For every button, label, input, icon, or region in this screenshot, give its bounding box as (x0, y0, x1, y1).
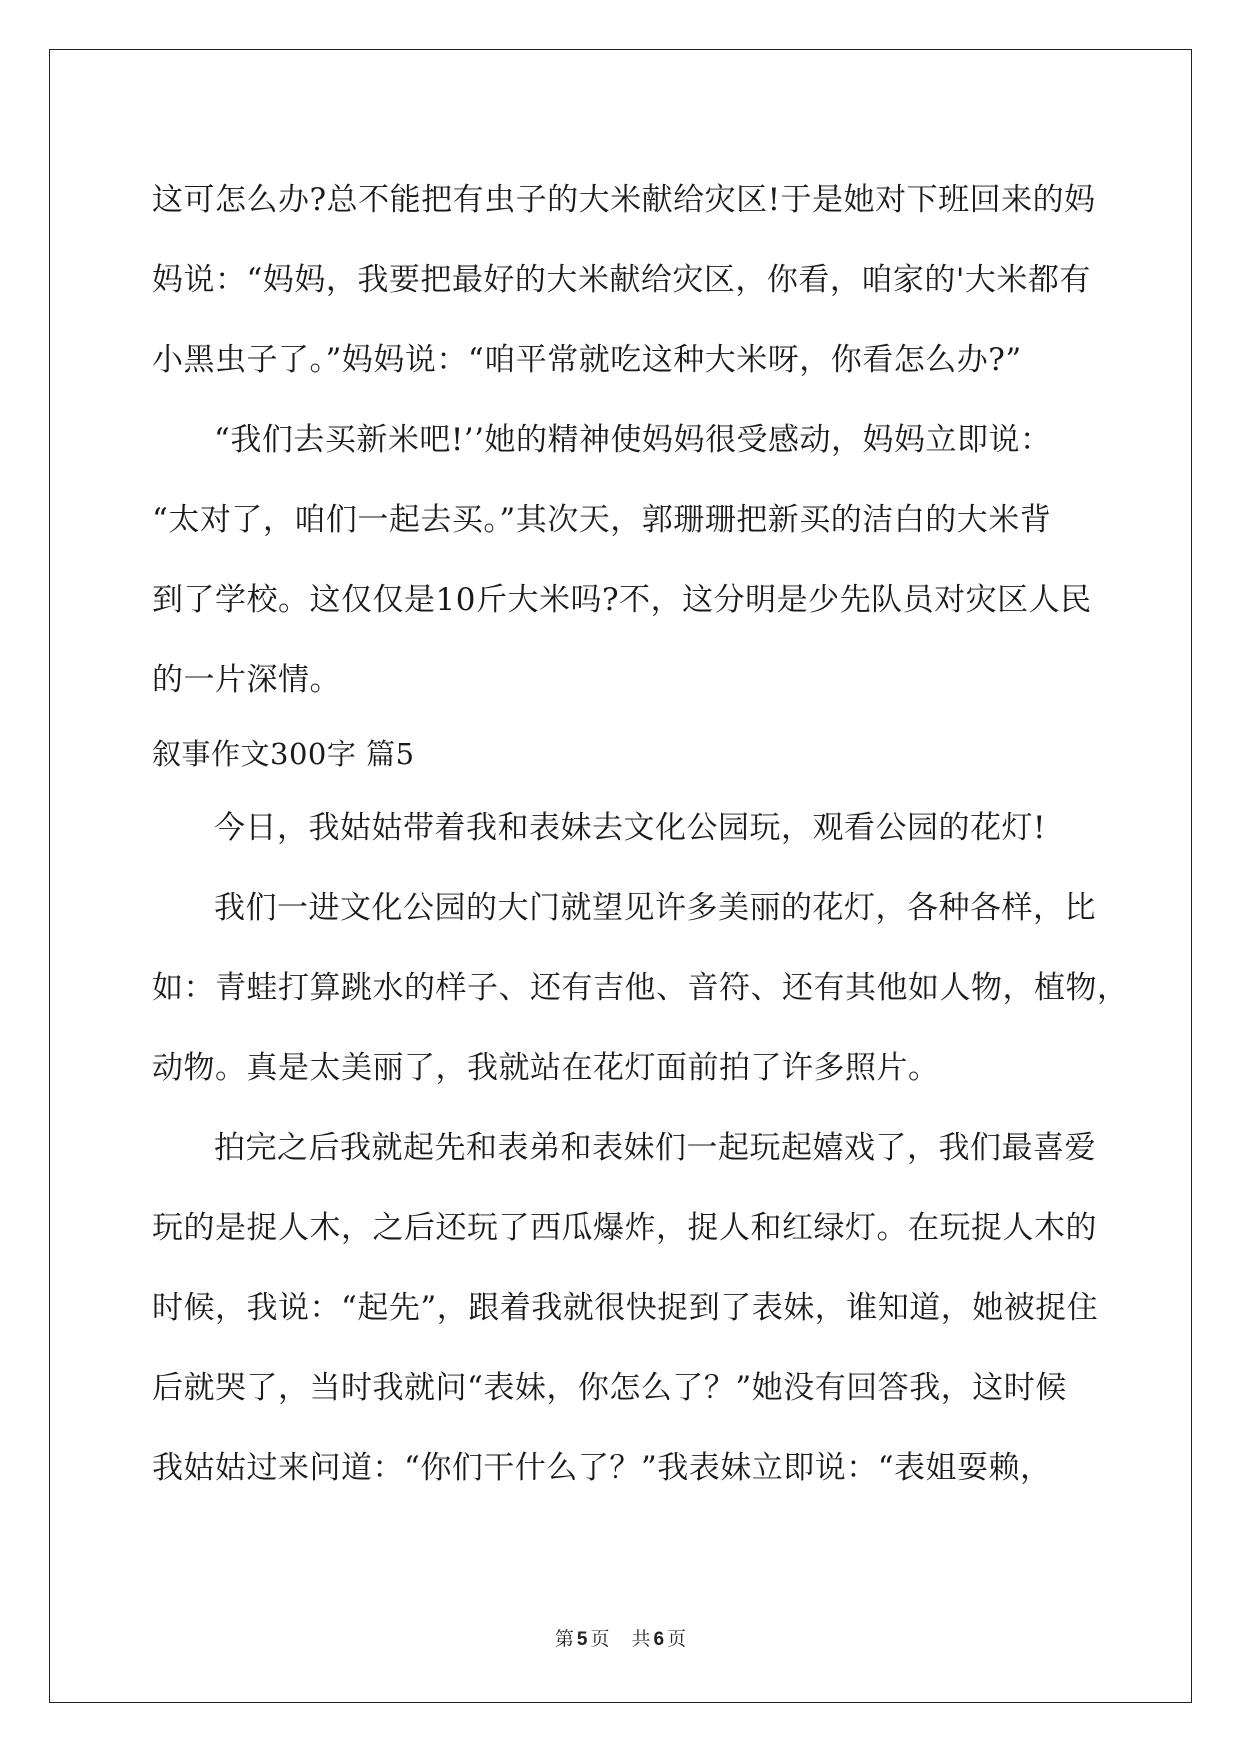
paragraph-start: 今日，我姑姑带着我和表妹去文化公园玩，观看公园的花灯! (214, 810, 1046, 846)
text-line: 到了学校。这仅仅是10斤大米吗?不，这分明是少先队员对灾区人民 (152, 582, 1092, 618)
document-body (152, 160, 1129, 1508)
section-heading: 叙事作文300字 篇5 (152, 737, 415, 771)
text-line: 小黑虫子了。”妈妈说：“咱平常就吃这种大米呀，你看怎么办?” (152, 342, 1022, 378)
text-line: 妈说：“妈妈，我要把最好的大米献给灾区，你看，咱家的'大米都有 (152, 262, 1091, 298)
text-line: 时候，我说：“起先”，跟着我就很快捉到了表妹，谁知道，她被捉住 (152, 1290, 1099, 1326)
text-line: 我姑姑过来问道：“你们干什么了？”我表妹立即说：“表姐耍赖， (152, 1450, 1052, 1486)
total-label-suffix: 页 (667, 1628, 687, 1650)
text-line: 玩的是捉人木，之后还玩了西瓜爆炸，捉人和红绿灯。在玩捉人木的 (152, 1210, 1097, 1246)
page-footer (0, 1624, 1241, 1651)
page-label-prefix: 第 (554, 1628, 574, 1650)
paragraph-start: 拍完之后我就起先和表弟和表妹们一起玩起嬉戏了，我们最喜爱 (214, 1130, 1096, 1166)
current-page-number: 5 (576, 1629, 588, 1650)
page-label-suffix: 页 (590, 1628, 610, 1650)
text-line: 这可怎么办?总不能把有虫子的大米献给灾区!于是她对下班回来的妈 (152, 182, 1096, 218)
text-line: 动物。真是太美丽了，我就站在花灯面前拍了许多照片。 (152, 1050, 940, 1086)
paragraph-start: “我们去买新米吧!’’她的精神使妈妈很受感动，妈妈立即说： (214, 422, 1052, 458)
total-page-number: 6 (653, 1629, 665, 1650)
text-line: 如：青蛙打算跳水的样子、还有吉他、音符、还有其他如人物，植物， (152, 970, 1129, 1006)
text-line: “太对了，咱们一起去买。”其次天，郭珊珊把新买的洁白的大米背 (152, 502, 1052, 538)
total-label-prefix: 共 (631, 1628, 651, 1650)
text-line: 后就哭了，当时我就问“表妹，你怎么了？”她没有回答我，这时候 (152, 1370, 1067, 1406)
paragraph-start: 我们一进文化公园的大门就望见许多美丽的花灯，各种各样，比 (214, 890, 1096, 926)
text-line: 的一片深情。 (152, 662, 341, 698)
